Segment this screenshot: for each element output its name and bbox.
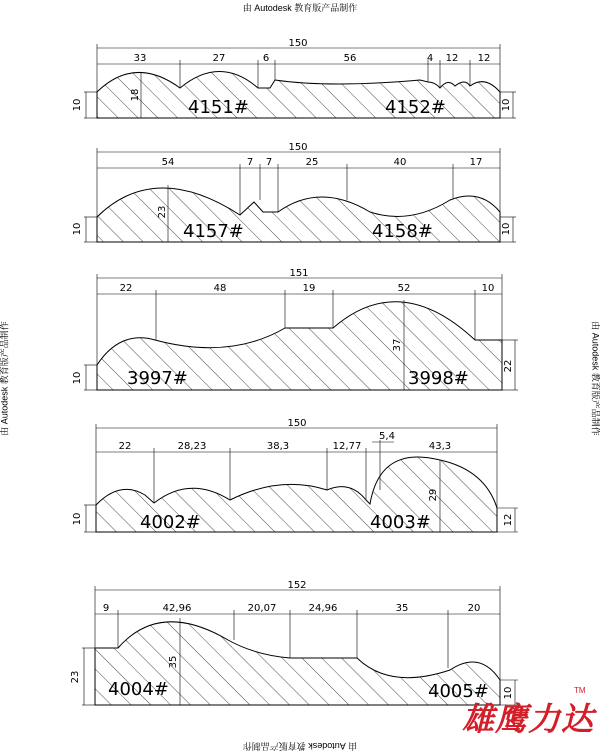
segment-width: 7 xyxy=(266,157,272,168)
profile-code: 4151# xyxy=(188,97,249,118)
profile-section-5 xyxy=(70,580,518,705)
profile-code: 4004# xyxy=(108,679,169,700)
watermark-top: 由 Autodesk 教育版产品制作 xyxy=(0,1,600,14)
segment-width: 17 xyxy=(470,157,483,168)
segment-width: 35 xyxy=(396,603,409,614)
profile-code: 3998# xyxy=(408,368,469,389)
left-height: 10 xyxy=(72,223,83,236)
left-height: 10 xyxy=(72,513,83,526)
total-width: 152 xyxy=(287,580,306,591)
segment-width: 25 xyxy=(306,157,319,168)
segment-width: 22 xyxy=(119,441,132,452)
profile-code: 4002# xyxy=(140,512,201,533)
profile-code: 4152# xyxy=(385,97,446,118)
segment-width: 6 xyxy=(263,53,269,64)
watermark-left: 由 Autodesk 教育版产品制作 xyxy=(0,319,11,439)
left-height: 23 xyxy=(70,671,81,684)
segment-width: 54 xyxy=(162,157,175,168)
total-width: 150 xyxy=(288,142,307,153)
segment-width: 20,07 xyxy=(248,603,277,614)
profile-section-1 xyxy=(72,38,516,118)
watermark-right: 由 Autodesk 教育版产品制作 xyxy=(590,319,600,439)
segment-width: 12 xyxy=(478,53,491,64)
segment-width: 12,77 xyxy=(333,441,362,452)
total-width: 151 xyxy=(289,268,308,279)
segment-width: 24,96 xyxy=(309,603,338,614)
profile-code: 4157# xyxy=(183,221,244,242)
profile-code: 4003# xyxy=(370,512,431,533)
segment-width: 9 xyxy=(103,603,109,614)
segment-width: 43,3 xyxy=(429,441,451,452)
profile-section-4 xyxy=(72,418,518,533)
left-height: 10 xyxy=(72,372,83,385)
profile-code: 4158# xyxy=(372,221,433,242)
profile-code: 3997# xyxy=(127,368,188,389)
left-height: 10 xyxy=(72,99,83,112)
segment-width: 40 xyxy=(394,157,407,168)
right-height: 12 xyxy=(503,514,514,527)
segment-width: 10 xyxy=(482,283,495,294)
segment-width: 52 xyxy=(398,283,411,294)
right-height: 10 xyxy=(501,99,512,112)
profile-section-3 xyxy=(72,268,518,390)
right-height: 22 xyxy=(503,360,514,373)
segment-width: 4 xyxy=(427,53,433,64)
peak-height: 37 xyxy=(392,339,403,352)
peak-height: 23 xyxy=(157,206,168,219)
segment-width: 20 xyxy=(468,603,481,614)
segment-width: 7 xyxy=(247,157,253,168)
peak-height: 29 xyxy=(428,489,439,502)
brand-logo xyxy=(462,686,592,742)
right-height: 10 xyxy=(501,223,512,236)
segment-width: 5,4 xyxy=(379,431,395,442)
segment-width: 19 xyxy=(303,283,316,294)
segment-width: 33 xyxy=(134,53,147,64)
segment-width: 42,96 xyxy=(163,603,192,614)
segment-width: 12 xyxy=(446,53,459,64)
total-width: 150 xyxy=(288,38,307,49)
trademark-mark: TM xyxy=(574,686,586,695)
segment-width: 38,3 xyxy=(267,441,289,452)
peak-height: 35 xyxy=(168,656,179,669)
segment-width: 28,23 xyxy=(178,441,207,452)
profile-section-2 xyxy=(72,142,516,242)
profile-code: 4005# xyxy=(428,681,489,702)
watermark-bottom: 由 Autodesk 教育版产品制作 xyxy=(0,740,600,753)
total-width: 150 xyxy=(287,418,306,429)
brand-logo-text: 雄鹰力达 xyxy=(462,694,594,740)
segment-width: 48 xyxy=(214,283,227,294)
peak-height: 18 xyxy=(130,89,141,102)
segment-width: 27 xyxy=(213,53,226,64)
segment-width: 22 xyxy=(120,283,133,294)
segment-width: 56 xyxy=(344,53,357,64)
right-height: 10 xyxy=(503,687,514,700)
